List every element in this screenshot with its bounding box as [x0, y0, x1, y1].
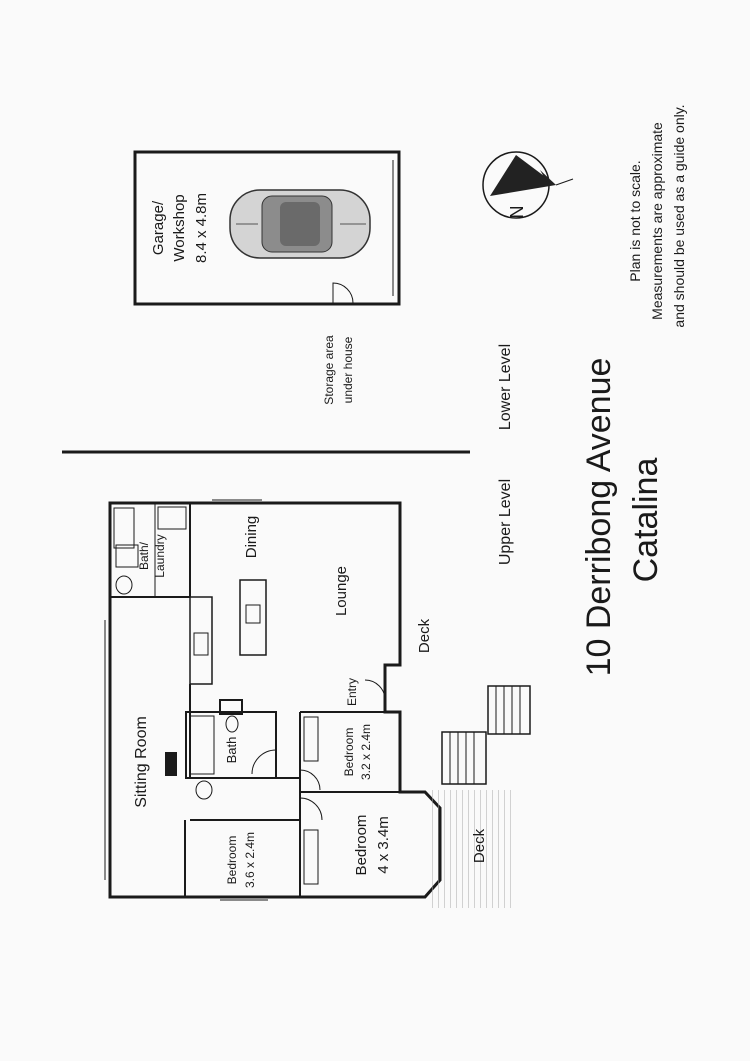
entry-label: Entry: [345, 677, 359, 707]
bedroom-left-label: Bedroom: [225, 835, 239, 885]
compass-letter: N: [507, 205, 527, 219]
deck-label-top: Deck: [416, 618, 433, 654]
deck-label-bottom: Deck: [471, 828, 488, 864]
garage-label-2: Workshop: [171, 194, 188, 262]
sitting-room-label: Sitting Room: [133, 716, 150, 808]
deck-area: [428, 686, 530, 908]
note-line-1: Plan is not to scale.: [627, 160, 643, 282]
bedroom-small-dims: 3.2 x 2.4m: [359, 723, 373, 781]
garage-door: [333, 283, 353, 303]
upper-level-label: Upper Level: [497, 478, 514, 566]
bath-laundry-label-2: Laundry: [153, 534, 167, 578]
garage-dims: 8.4 x 4.8m: [193, 192, 210, 264]
note-line-3: and should be used as a guide only.: [671, 104, 687, 328]
lounge-label: Lounge: [333, 565, 350, 617]
suburb-title: Catalina: [627, 457, 665, 583]
bedroom-main-dims: 4 x 3.4m: [375, 816, 392, 874]
car-icon: [230, 190, 370, 258]
dining-label: Dining: [243, 515, 260, 559]
address-title: 10 Derribong Avenue: [580, 357, 618, 677]
bedroom-small-label: Bedroom: [342, 727, 356, 777]
bath-label: Bath: [224, 736, 239, 764]
storage-label-2: under house: [341, 336, 355, 404]
lower-level: [135, 152, 399, 405]
bedroom-left-dims: 3.6 x 2.4m: [243, 831, 257, 889]
bath-laundry-label-1: Bath/: [137, 541, 151, 571]
bedroom-main-label: Bedroom: [353, 814, 370, 876]
compass-icon: [483, 152, 573, 219]
fireplace-icon: [165, 752, 177, 776]
storage-label-1: Storage area: [322, 335, 336, 405]
lower-level-label: Lower Level: [497, 343, 514, 431]
garage-label-1: Garage/: [150, 200, 167, 256]
note-line-2: Measurements are approximate: [649, 122, 665, 320]
